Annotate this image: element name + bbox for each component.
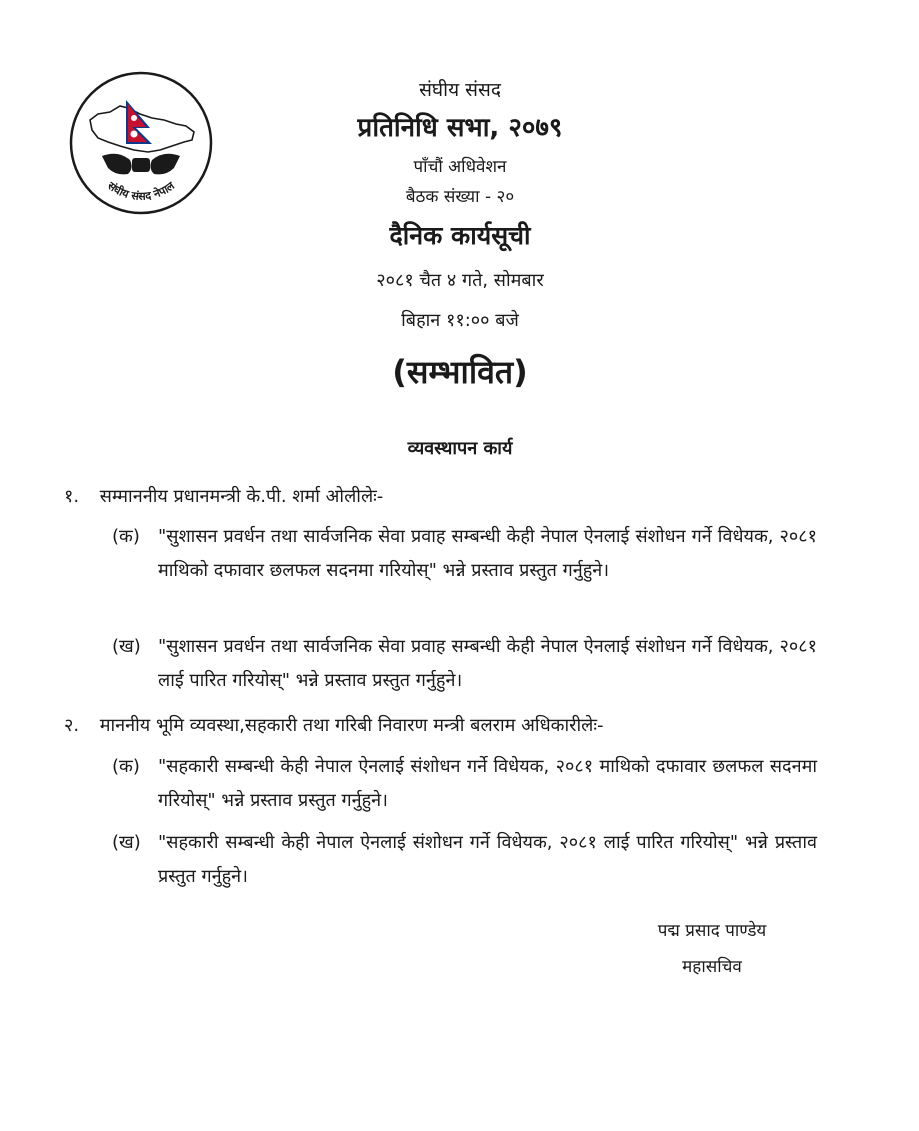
- svg-text:संघीय संसद नेपाल: संघीय संसद नेपाल: [105, 179, 177, 203]
- house-name: प्रतिनिधि सभा, २०७९: [357, 113, 563, 143]
- item-actor: माननीय भूमि व्यवस्था,सहकारी तथा गरिबी निवारण मन्त्री बलराम अधिकारीलेः-: [99, 715, 604, 736]
- agenda-subitem: [112, 826, 817, 894]
- agenda-subitem: [112, 750, 817, 818]
- item-number: १.: [64, 486, 80, 507]
- subitem-marker: (ख): [112, 636, 141, 657]
- subitem-text: "सहकारी सम्बन्धी केही नेपाल ऐनलाई संशोधन गर्ने विधेयक, २०८१ माथिको दफावार छलफल सदनमा गरियोस्" भन्ने प्रस्ताव प्रस्तुत गर्नुहुने।: [158, 756, 817, 811]
- meeting-number: बैठक संख्या - २०: [405, 187, 515, 207]
- parliament-emblem-icon: [68, 70, 214, 216]
- agenda-subitem: [112, 520, 817, 588]
- signatory-title: महासचिव: [682, 957, 742, 977]
- subitem-text: "सुशासन प्रवर्धन तथा सार्वजनिक सेवा प्रवाह सम्बन्धी केही नेपाल ऐनलाई संशोधन गर्ने विधेयक, २०८१ लाई पारित गरियोस्" भन्ने प्रस्ताव प्रस्तुत गर्नुहुने।: [158, 636, 817, 691]
- page-title: दैनिक कार्यसूची: [389, 221, 531, 250]
- parliament-name: संघीय संसद: [419, 79, 501, 101]
- agenda-subitem: [112, 630, 817, 698]
- subitem-marker: (ख): [112, 832, 141, 853]
- subitem-text: "सहकारी सम्बन्धी केही नेपाल ऐनलाई संशोधन गर्ने विधेयक, २०८१ लाई पारित गरियोस्" भन्ने प्रस्ताव प्रस्तुत गर्नुहुने।: [158, 832, 817, 887]
- signatory-name: पद्म प्रसाद पाण्डेय: [657, 921, 767, 941]
- agenda-item: [64, 484, 383, 508]
- agenda-item: [64, 713, 604, 737]
- tentative-label: (सम्भावित): [392, 353, 528, 391]
- parliament-logo: [68, 70, 214, 216]
- subitem-marker: (क): [112, 526, 140, 547]
- meeting-date: २०८१ चैत ४ गते, सोमबार: [376, 270, 544, 291]
- meeting-time: बिहान ११:०० बजे: [401, 310, 519, 331]
- session-label: पाँचौं अधिवेशन: [413, 157, 507, 177]
- subitem-marker: (क): [112, 756, 140, 777]
- item-number: २.: [64, 715, 80, 736]
- subitem-text: "सुशासन प्रवर्धन तथा सार्वजनिक सेवा प्रवाह सम्बन्धी केही नेपाल ऐनलाई संशोधन गर्ने विधेयक, २०८१ माथिको दफावार छलफल सदनमा गरियोस्" भन्ने प्रस्ताव प्रस्तुत गर्नुहुने।: [158, 526, 817, 581]
- item-actor: सम्माननीय प्रधानमन्त्री के.पी. शर्मा ओलीलेः-: [99, 486, 384, 507]
- section-title: व्यवस्थापन कार्य: [407, 438, 513, 459]
